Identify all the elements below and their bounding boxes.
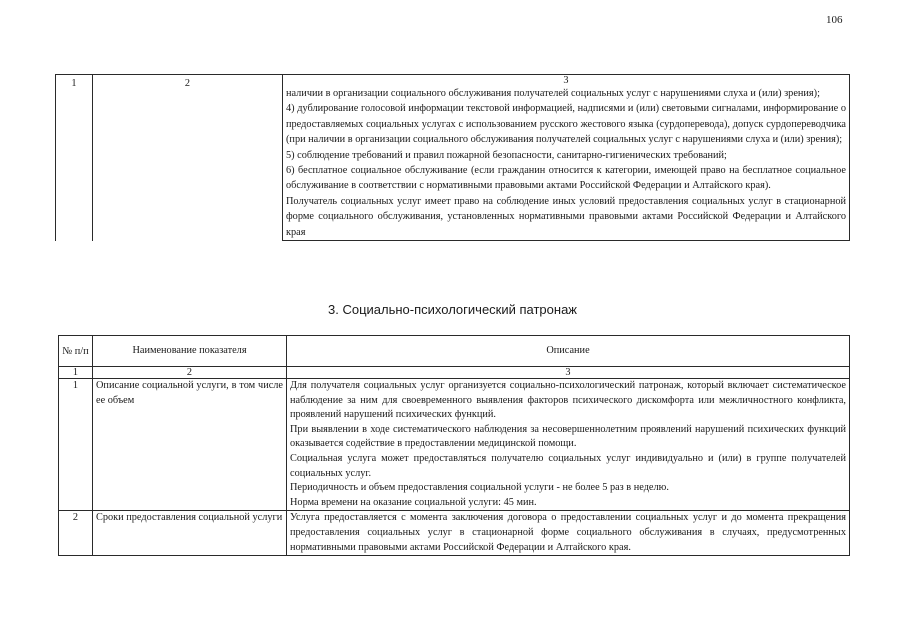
- column-number: 3: [563, 75, 569, 86]
- paragraph: Периодичность и объем предоставления социальной услуги - не более 5 раз в неделю.: [290, 482, 669, 494]
- section-title: 3. Социально-психологический патронаж: [328, 302, 577, 317]
- paragraph: 4) дублирование голосовой информации текстовой информацией, надписями и (или) световыми сигналами, информирование о предоставляемых социальных услугах с использованием русского жестового языка (сурдоперевода), допуск сурдопереводчика (при наличии в организации социального обслуживания получателей социальных услуг с нарушениями слуха и (или) зрения);: [286, 103, 846, 146]
- paragraph: Норма времени на оказание социальной услуги: 45 мин.: [290, 496, 537, 508]
- paragraph: Для получателя социальных услуг организуется социально-психологический патронаж, который включает систематическое наблюдение за ним для своевременного выявления факторов психического дискомфорта или межличностного конфликта, проявлений нарушений психических функций.: [290, 380, 846, 421]
- paragraph: При выявлении в ходе систематического наблюдения за несовершеннолетним проявлений нарушений психических функций оказывается содействие в предоставлении медицинской помощи.: [290, 423, 846, 450]
- paragraph: наличии в организации социального обслуживания получателей социальных услуг с нарушениями слуха и (или) зрения);: [286, 88, 820, 99]
- row-cell-name: 2: [93, 75, 283, 241]
- paragraph: 5) соблюдение требований и правил пожарной безопасности, санитарно-гигиенических требований;: [286, 149, 727, 161]
- service-table: [58, 335, 850, 556]
- table-header-row: [59, 336, 850, 367]
- continuation-table: [55, 74, 850, 241]
- row-cell-name: Описание социальной услуги, в том числе ее объем: [93, 379, 287, 511]
- table-row: [59, 511, 850, 556]
- table-row: [56, 75, 850, 241]
- column-number: 3: [287, 367, 850, 379]
- column-number: 2: [93, 367, 287, 379]
- row-cell-description: [283, 75, 850, 241]
- paragraph: Социальная услуга может предоставляться получателю социальных услуг индивидуально и (или) в группе получателей социальных услуг.: [290, 452, 846, 479]
- page-number: 106: [826, 14, 843, 26]
- row-cell-number: 1: [59, 379, 93, 511]
- column-number: 1: [59, 367, 93, 379]
- header-number: № п/п: [59, 336, 93, 367]
- row-cell-name: Сроки предоставления социальной услуги: [93, 511, 287, 556]
- paragraph: 6) бесплатное социальное обслуживание (если гражданин относится к категории, имеющей право на бесплатное социальное обслуживание в соответствии с нормативными правовыми актами Российской Федерации и Алтайского края).: [286, 165, 846, 192]
- header-description: Описание: [287, 336, 850, 367]
- table-row: [59, 379, 850, 511]
- column-numbers-row: [59, 367, 850, 379]
- row-cell-number: 1: [56, 75, 93, 241]
- header-name: Наименование показателя: [93, 336, 287, 367]
- row-cell-description: [287, 511, 850, 556]
- paragraph: Услуга предоставляется с момента заключения договора о предоставлении социальных услуг и до момента прекращения предоставления социальных услуг в стационарной форме социального обслуживания в случаях, предусмотренных нормативными правовыми актами Российской Федерации и Алтайского края.: [290, 512, 846, 553]
- row-cell-description: [287, 379, 850, 511]
- row-cell-number: 2: [59, 511, 93, 556]
- paragraph: Получатель социальных услуг имеет право на соблюдение иных условий предоставления социальных услуг в стационарной форме социального обслуживания, установленных нормативными правовыми актами Российской Федерации и Алтайского края: [286, 195, 846, 238]
